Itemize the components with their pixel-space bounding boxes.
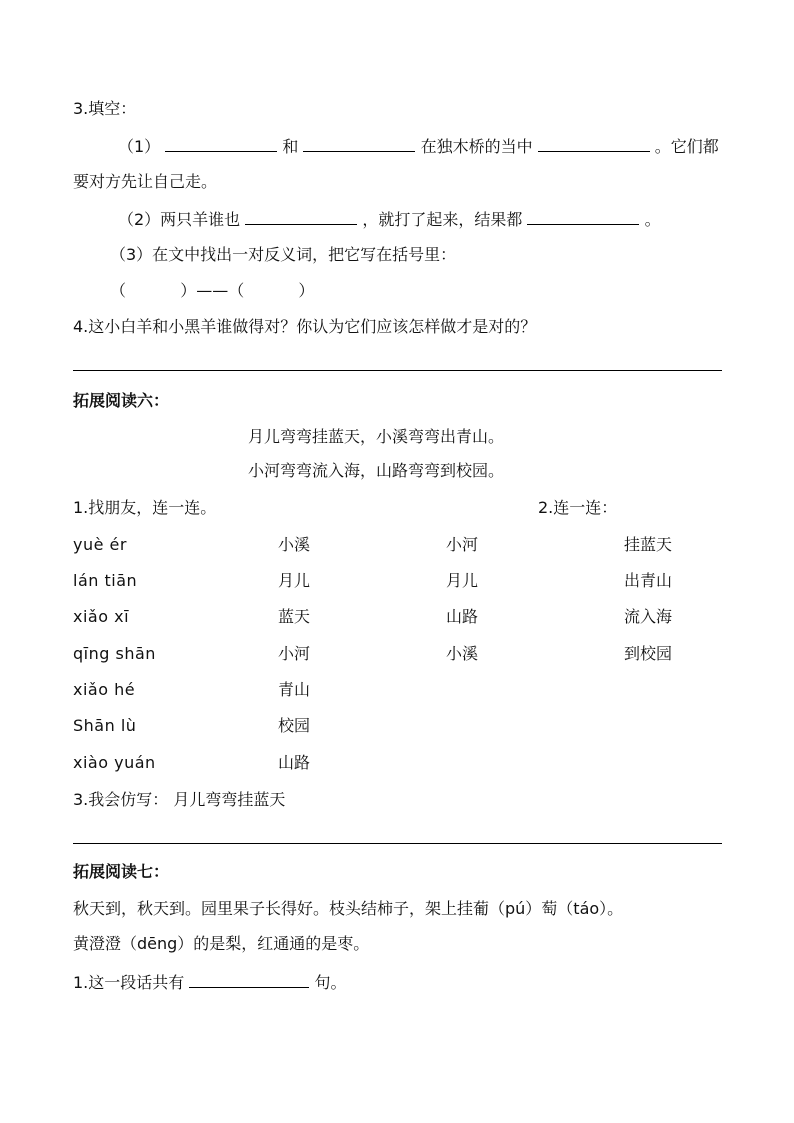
answer-blank[interactable] [303,135,415,152]
s7-q1-text-b: 句。 [314,973,347,992]
q3-1-continuation: 要对方先让自己走。 [73,172,218,191]
q4-question: 4.这小白羊和小黑羊谁做得对？你认为它们应该怎样做才是对的？ [73,317,537,336]
answer-blank[interactable] [165,135,277,152]
s7-text-line-1: 秋天到，秋天到。园里果子长得好。枝头结柿子，架上挂葡（pú）萄（táo）。 [73,899,624,918]
match-left-item[interactable]: 月儿 [446,571,479,590]
word-item[interactable]: 小河 [278,644,311,663]
pinyin-item: xiǎo xī [73,607,130,626]
word-item[interactable]: 青山 [278,680,311,699]
s7-text-line-2: 黄澄澄（dēng）的是梨，红通通的是枣。 [73,934,370,953]
s7-q1 [73,971,346,993]
q3-3-brackets [110,281,314,301]
s6-q2: 2.连一连： [538,498,618,517]
word-item[interactable]: 小溪 [278,535,311,554]
q3-1-text-end: 。它们都 [654,137,719,156]
pinyin-item: xiǎo hé [73,680,136,699]
pinyin-item: xiào yuán [73,753,156,772]
section6-title: 拓展阅读六： [73,391,170,410]
s6-q1: 1.找朋友，连一连。 [73,498,217,517]
pinyin-item: lán tiān [73,571,138,590]
section7-title: 拓展阅读七： [73,862,170,881]
pinyin-item: yuè ér [73,535,127,554]
word-item[interactable]: 山路 [278,753,311,772]
word-item[interactable]: 月儿 [278,571,311,590]
q3-1-text-and: 和 [282,137,299,156]
answer-blank[interactable] [527,208,639,225]
match-right-item[interactable]: 出青山 [624,571,673,590]
answer-line[interactable] [73,843,722,844]
q3-2-text-b: ，就打了起来，结果都 [362,210,523,229]
match-right-item[interactable]: 挂蓝天 [624,535,673,554]
q3-title: 3.填空： [73,99,137,118]
answer-blank[interactable] [189,971,309,988]
match-left-item[interactable]: 山路 [446,607,479,626]
poem-line-1: 月儿弯弯挂蓝天，小溪弯弯出青山。 [248,427,505,446]
match-left-item[interactable]: 小溪 [446,644,479,663]
s6-q3: 3.我会仿写： 月儿弯弯挂蓝天 [73,790,286,809]
answer-line[interactable] [73,370,722,371]
q3-2-text-c: 。 [644,210,661,229]
pinyin-item: qīng shān [73,644,156,663]
word-item[interactable]: 校园 [278,716,311,735]
s7-q1-text-a: 1.这一段话共有 [73,973,185,992]
q3-1-label: （1） [118,137,161,156]
word-item[interactable]: 蓝天 [278,607,311,626]
match-left-item[interactable]: 小河 [446,535,479,554]
bracket-left: （ [110,281,127,300]
q3-2-line [118,208,661,230]
answer-blank[interactable] [538,135,650,152]
match-right-item[interactable]: 到校园 [624,644,673,663]
pinyin-item: Shān lù [73,716,137,735]
q3-2-text-a: （2）两只羊谁也 [118,210,241,229]
q3-3-question: （3）在文中找出一对反义词，把它写在括号里： [110,245,457,264]
bracket-middle: ）——（ [180,281,245,300]
answer-blank[interactable] [245,208,357,225]
q3-1-line [118,135,719,157]
bracket-right: ） [298,281,315,300]
match-right-item[interactable]: 流入海 [624,607,673,626]
poem-line-2: 小河弯弯流入海，山路弯弯到校园。 [248,461,505,480]
q3-1-text-bridge: 在独木桥的当中 [420,137,533,156]
